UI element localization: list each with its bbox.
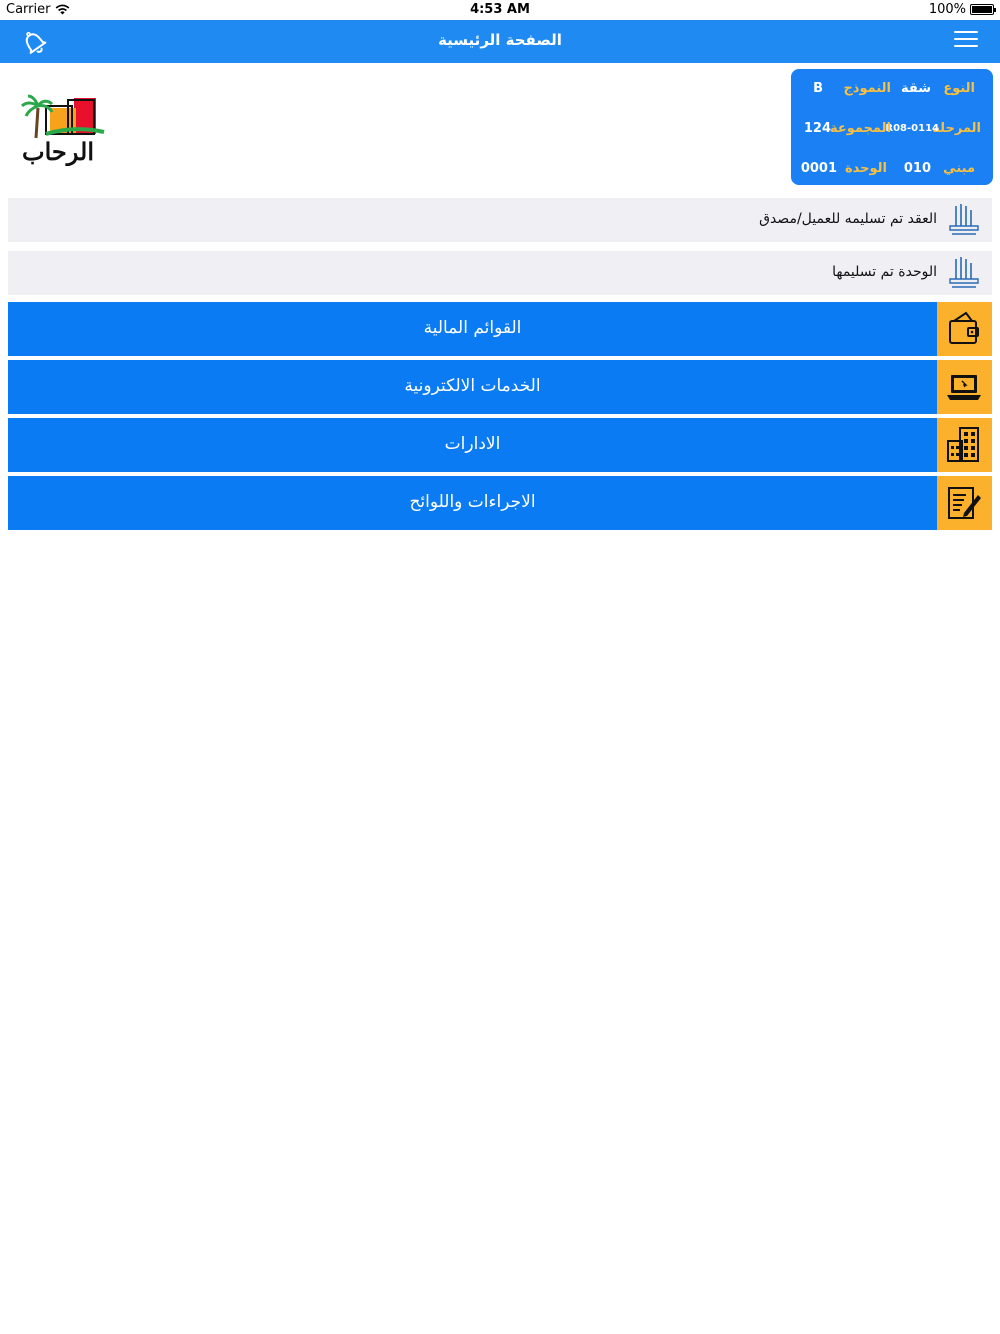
battery-icon bbox=[970, 4, 994, 15]
unit-value: 0001 bbox=[800, 161, 837, 176]
group-value: 124 bbox=[803, 121, 831, 136]
phase-value: R08-0114 bbox=[885, 123, 939, 134]
alrehab-logo bbox=[6, 94, 108, 166]
building-value: 010 bbox=[903, 161, 931, 176]
buildings-icon bbox=[944, 425, 984, 465]
battery-status bbox=[929, 2, 994, 17]
unit-status-row bbox=[8, 251, 992, 295]
mostafa-logo-icon bbox=[946, 255, 982, 291]
departments-icon-box bbox=[937, 418, 992, 472]
e-services-label: الخدمات الالكترونية bbox=[404, 376, 541, 396]
contract-status-row bbox=[8, 198, 992, 242]
departments-label: الادارات bbox=[444, 434, 501, 454]
status-bar bbox=[0, 0, 1000, 20]
financial-statements-button[interactable] bbox=[8, 302, 992, 356]
hamburger-menu-icon[interactable] bbox=[954, 31, 978, 51]
contract-status-text: العقد تم تسليمه للعميل/مصدق bbox=[759, 211, 937, 227]
info-row-phase bbox=[791, 117, 993, 141]
building-label: مبني bbox=[943, 161, 975, 176]
mostafa-logo-icon bbox=[946, 202, 982, 238]
laptop-icon bbox=[944, 367, 984, 407]
info-row-building bbox=[791, 157, 993, 181]
group-label: المجموعة bbox=[829, 121, 891, 136]
financial-icon-box bbox=[937, 302, 992, 356]
model-value: B bbox=[813, 81, 823, 96]
procedures-regulations-button[interactable] bbox=[8, 476, 992, 530]
procedures-regulations-label: الاجراءات واللوائح bbox=[409, 492, 536, 512]
e-services-icon-box bbox=[937, 360, 992, 414]
unit-status-text: الوحدة تم تسليمها bbox=[832, 264, 937, 280]
carrier-label: Carrier bbox=[6, 2, 51, 17]
unit-label: الوحدة bbox=[844, 161, 887, 176]
financial-statements-label: القوائم المالية bbox=[423, 318, 522, 338]
info-row-type bbox=[791, 77, 993, 101]
model-label: النموذج bbox=[843, 81, 891, 96]
battery-percent: 100% bbox=[928, 2, 966, 17]
unit-info-card bbox=[791, 69, 993, 185]
type-label: النوع bbox=[943, 81, 975, 96]
svg-text:الرحاب: الرحاب bbox=[22, 137, 94, 166]
procedures-icon-box bbox=[937, 476, 992, 530]
document-edit-icon bbox=[944, 483, 984, 523]
wallet-icon bbox=[944, 309, 984, 349]
e-services-button[interactable] bbox=[8, 360, 992, 414]
departments-button[interactable] bbox=[8, 418, 992, 472]
clock: 4:53 AM bbox=[470, 2, 530, 17]
type-value: شقة bbox=[900, 81, 931, 96]
navigation-bar bbox=[0, 20, 1000, 63]
page-title: الصفحة الرئيسية bbox=[438, 31, 562, 49]
phase-label: المرحلة bbox=[932, 121, 981, 136]
